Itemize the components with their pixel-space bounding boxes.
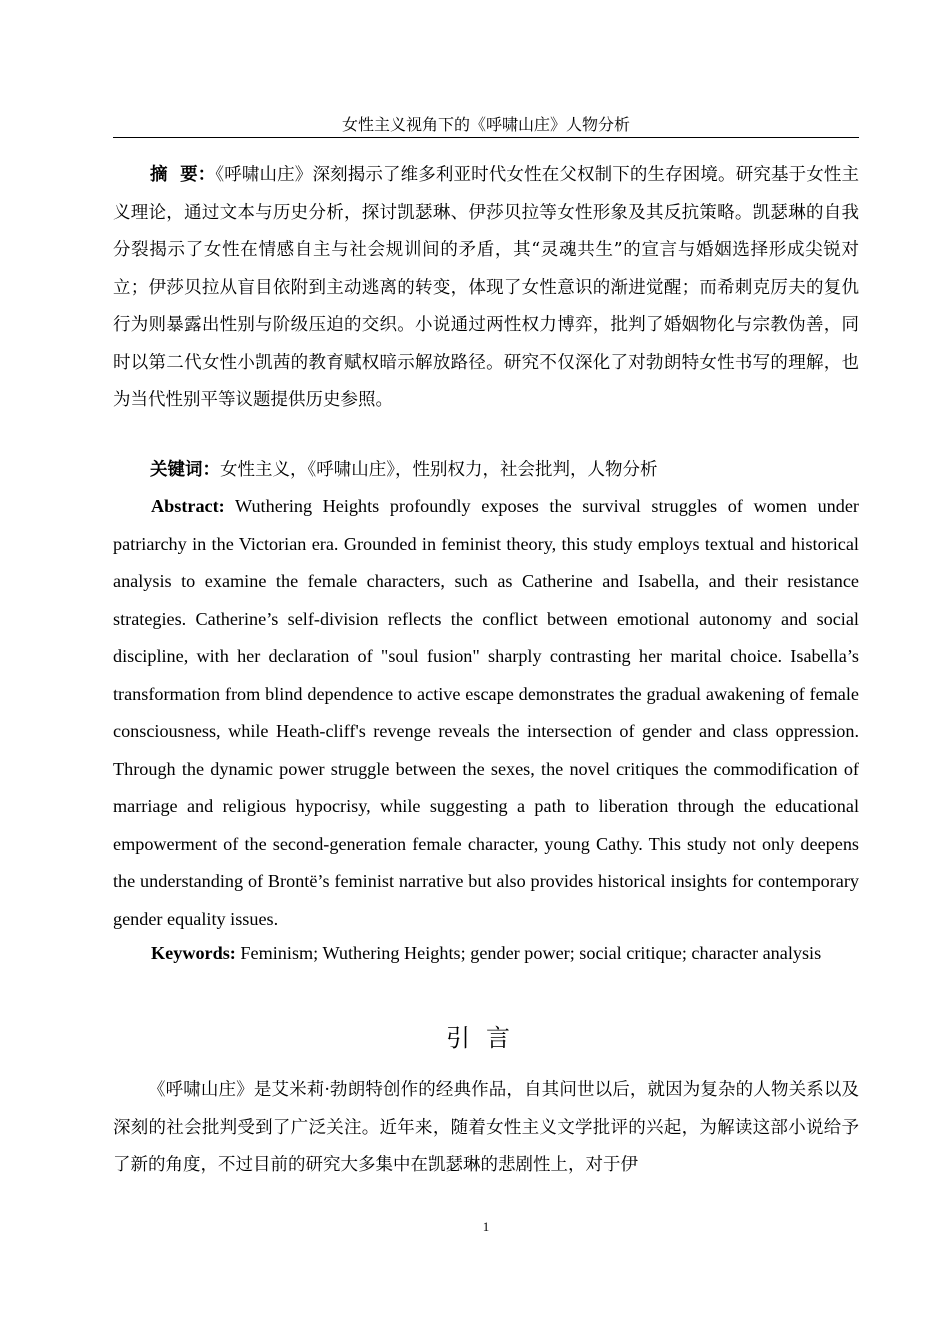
section-title: 引言 [446, 1024, 526, 1052]
english-keywords-label: Keywords: [151, 943, 236, 963]
chinese-abstract [113, 157, 859, 420]
running-header: 女性主义视角下的《呼啸山庄》人物分析 [113, 114, 859, 138]
introduction-paragraph: 《呼啸山庄》是艾米莉·勃朗特创作的经典作品，自其问世以后，就因为复杂的人物关系以及深刻的社会批判受到了广泛关注。近年来，随着女性主义文学批评的兴起，为解读这部小说给予了新的角度，不过目前的研究大多集中在凯瑟琳的悲剧性上，对于伊 [113, 1080, 859, 1175]
chinese-abstract-text: 《呼啸山庄》深刻揭示了维多利亚时代女性在父权制下的生存困境。研究基于女性主义理论，通过文本与历史分析，探讨凯瑟琳、伊莎贝拉等女性形象及其反抗策略。凯瑟琳的自我分裂揭示了女性在情感自主与社会规训间的矛盾，其“灵魂共生”的宣言与婚姻选择形成尖锐对立；伊莎贝拉从盲目依附到主动逃离的转变，体现了女性意识的渐进觉醒；而希刺克厉夫的复仇行为则暴露出性别与阶级压迫的交织。小说通过两性权力博弈，批判了婚姻物化与宗教伪善，同时以第二代女性小凯茜的教育赋权暗示解放路径。研究不仅深化了对勃朗特女性书写的理解，也为当代性别平等议题提供历史参照。 [113, 165, 860, 410]
english-abstract [113, 488, 859, 938]
english-keywords [113, 939, 859, 967]
english-abstract-text: Wuthering Heights profoundly exposes the survival struggles of women under patriarchy in the Victorian era. Grounded in feminist theory, this study employs textual and historical analysis to examine the female characters, such as Catherine and Isabella, and their resistance strategies. Catherine’s self-division reflects the conflict between emotional autonomy and social discipline, with her declaration of "soul fusion" sharply contrasting her marital choice. Isabella’s transformation from blind dependence to active escape demonstrates the gradual awakening of female consciousness, while Heath-cliff's revenge reveals the intersection of gender and class oppression. Through the dynamic power struggle between the sexes, the novel critiques the commodification of marriage and religious hypocrisy, while suggesting a path to liberation through the educational empowerment of the second-generation female character, young Cathy. This study not only deepens the understanding of Brontë’s feminist narrative but also provides historical insights for contemporary gender equality issues. [113, 496, 859, 929]
chinese-abstract-label: 摘 要： [150, 165, 216, 185]
english-abstract-label: Abstract: [151, 496, 225, 516]
page-number: 1 [482, 1219, 490, 1234]
english-keywords-text: Feminism; Wuthering Heights; gender power; social critique; character analysis [235, 943, 822, 963]
chinese-keywords [113, 456, 859, 484]
chinese-keywords-text: 女性主义，《呼啸山庄》，性别权力，社会批判，人物分析 [220, 460, 658, 480]
chinese-keywords-label: 关键词： [150, 460, 220, 480]
